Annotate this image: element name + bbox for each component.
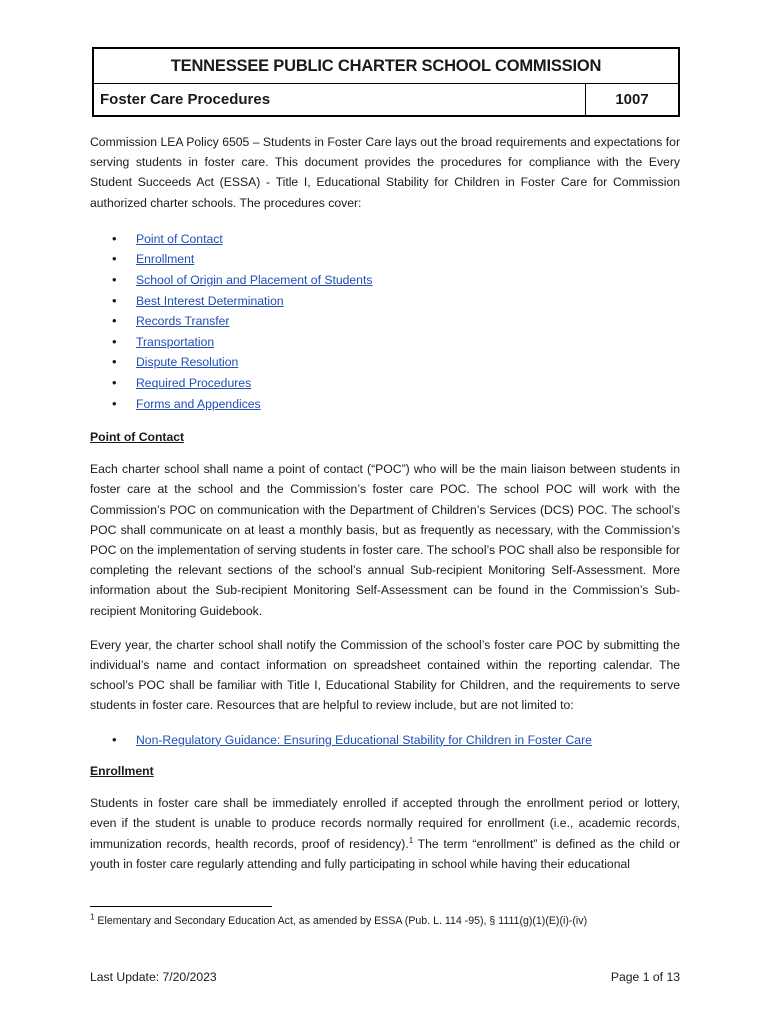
list-item — [90, 291, 680, 312]
toc-link-records-transfer[interactable]: Records Transfer — [136, 314, 230, 329]
enrollment-text-end: The term “enrollment” is defined as the child or youth in foster care regularly attending and fully participating in school while having their educational — [90, 836, 681, 871]
poc-paragraph-2: Every year, the charter school shall notify the Commission of the school’s foster care POC by submitting the individual’s name and contact information on spreadsheet contained within the reporting calendar. The school’s POC shall be familiar with Title I, Educational Stability for Children, and the requirements to serve students in foster care. Resources that are helpful to review include, but are not limited to: — [90, 637, 680, 713]
toc-link-best-interest[interactable]: Best Interest Determination — [136, 293, 284, 308]
document-title: TENNESSEE PUBLIC CHARTER SCHOOL COMMISSION — [94, 49, 678, 84]
toc-link-school-of-origin[interactable]: School of Origin and Placement of Students — [136, 273, 373, 287]
list-item — [90, 229, 680, 250]
intro-paragraph: Commission LEA Policy 6505 – Students in Foster Care lays out the broad requirements and expectations for serving students in foster care. This document provides the procedures for compliance with the Every Student Succeeds Act (ESSA) - Title I, Educational Stability for Children in Foster Care for Commission authorized charter schools. The procedures cover: — [90, 135, 680, 210]
procedures-list — [90, 229, 680, 414]
policy-number: 1007 — [615, 91, 649, 108]
document-subtitle: Foster Care Procedures — [94, 84, 586, 115]
page-number: Page 1 of 13 — [610, 970, 680, 984]
list-item — [90, 394, 680, 415]
last-update: Last Update: 7/20/2023 — [90, 970, 217, 984]
header-row — [94, 84, 678, 115]
toc-link-dispute-resolution[interactable]: Dispute Resolution — [136, 355, 239, 370]
poc-paragraph-1: Each charter school shall name a point of contact (“POC”) who will be the main liaison between students in foster care at the school and the Commission’s foster care POC. The school POC will work with the Commission’s POC on communication with the Department of Children’s Services (DCS) POC. The school’s POC shall communicate on at least a monthly basis, but as frequently as necessary, with the Commission’s POC on the implementation of serving students in foster care. The school’s POC shall also be responsible for completing the relevant sections of the school’s annual Sub-recipient Monitoring Self-Assessment. More information about the Sub-recipient Monitoring Self-Assessment can be found in the Commission’s Sub-recipient Monitoring Guidebook. — [90, 462, 680, 618]
toc-link-forms-appendices[interactable]: Forms and Appendices — [136, 396, 261, 411]
list-item — [90, 332, 680, 353]
toc-link-transportation[interactable]: Transportation — [136, 334, 215, 349]
list-item — [90, 352, 680, 373]
resources-list — [90, 730, 680, 751]
list-item — [90, 311, 680, 332]
resource-link-guidance[interactable]: Non-Regulatory Guidance: Ensuring Educational Stability for Children in Foster Care — [136, 732, 592, 747]
toc-link-enrollment[interactable]: Enrollment — [136, 252, 195, 267]
document-header-table — [92, 47, 680, 117]
list-item — [90, 270, 680, 291]
footnote-marker: 1 — [90, 912, 95, 922]
list-item — [90, 730, 680, 751]
document-body — [90, 132, 680, 874]
enrollment-text-start: Students in foster care shall be immediately enrolled if accepted through the enrollment period or lottery, even if the student is unable to produce records normally required for enrollment (i.e., academic records, immunization records, health records, proof of residency). — [90, 796, 680, 851]
section-heading-enrollment: Enrollment — [90, 764, 154, 779]
toc-link-required-procedures[interactable]: Required Procedures — [136, 375, 252, 390]
footnote-divider — [90, 906, 272, 907]
list-item — [90, 249, 680, 270]
toc-link-point-of-contact[interactable]: Point of Contact — [136, 231, 223, 246]
list-item — [90, 373, 680, 394]
enrollment-paragraph — [90, 793, 680, 874]
footnote-text: Elementary and Secondary Education Act, as amended by ESSA (Pub. L. 114 -95), § 1111(g)(1)(E)(i)-(iv) — [94, 915, 588, 927]
footnote — [90, 913, 690, 929]
section-heading-point-of-contact: Point of Contact — [90, 430, 185, 445]
footnote-reference[interactable]: 1 — [408, 835, 414, 845]
